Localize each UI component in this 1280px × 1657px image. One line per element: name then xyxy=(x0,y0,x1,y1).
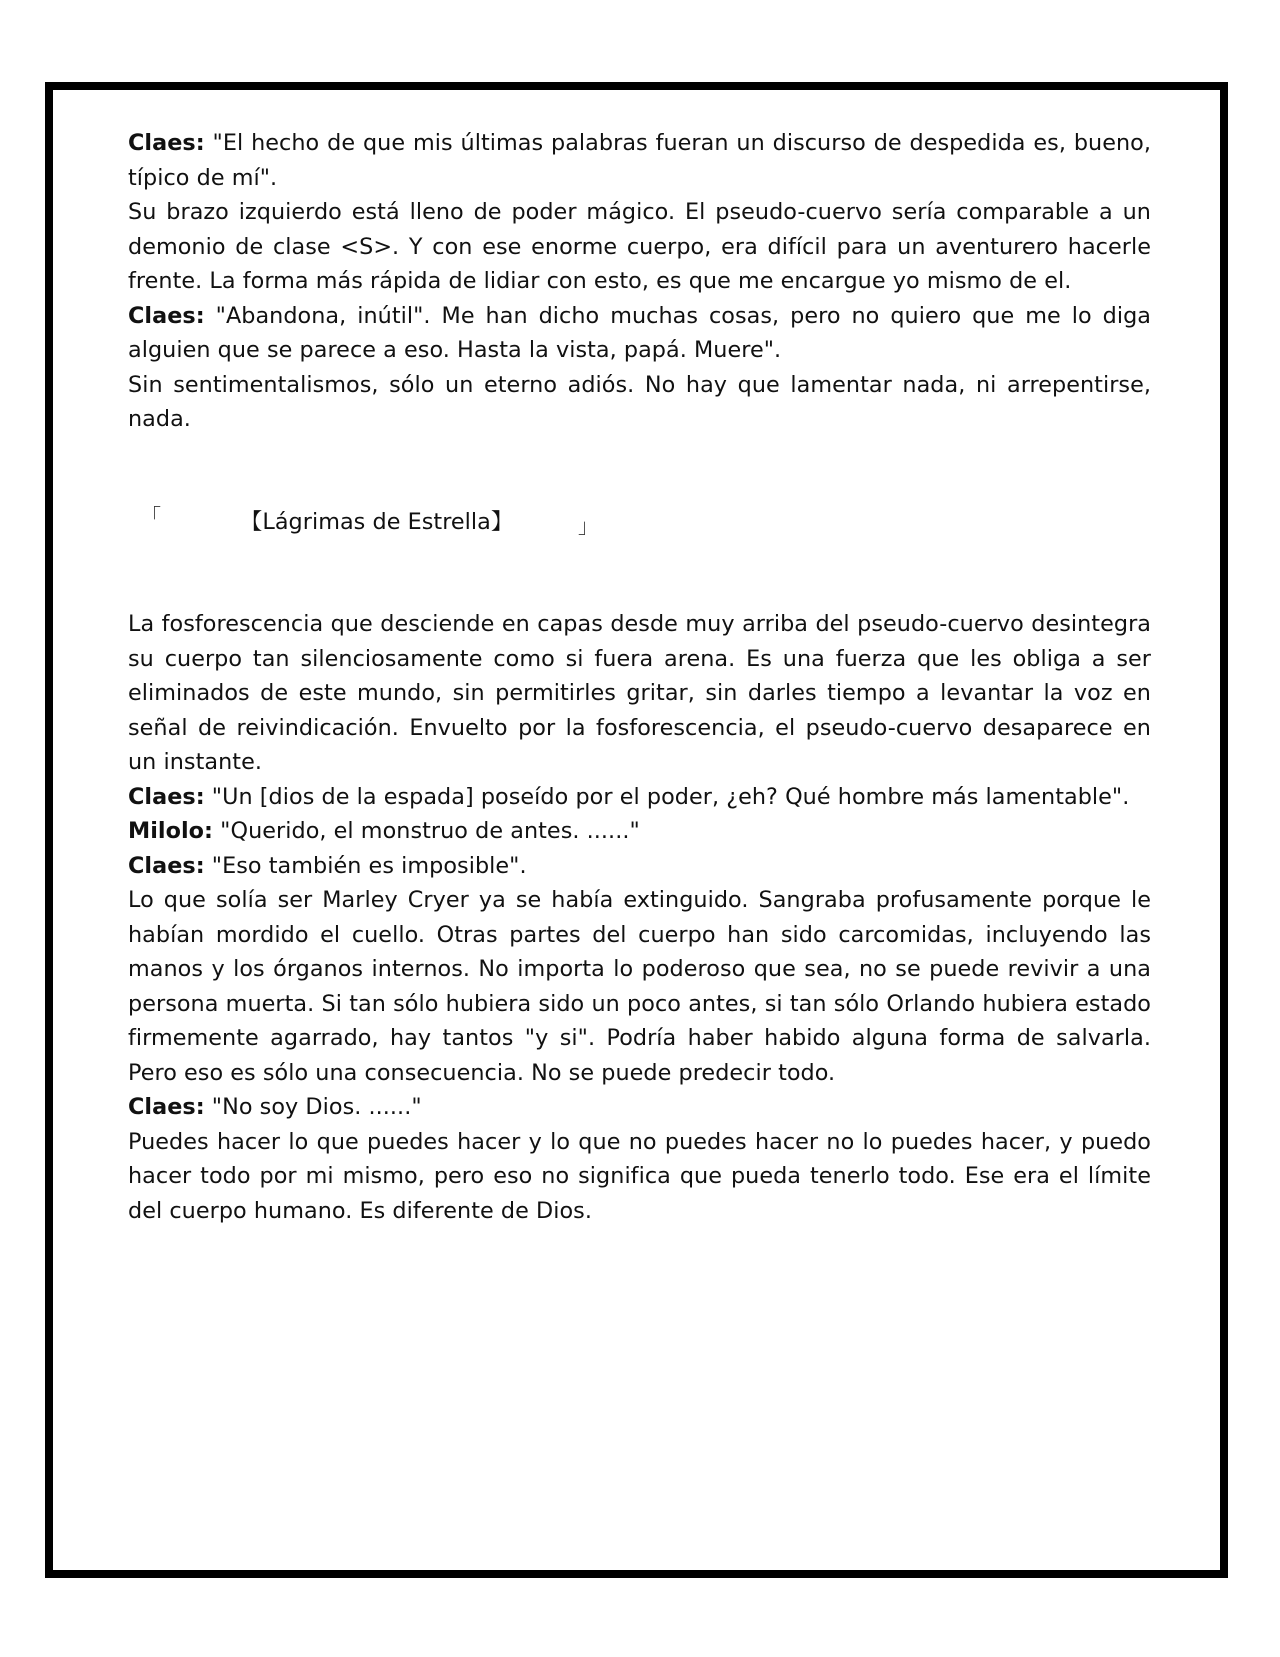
speaker-name: Claes: xyxy=(128,852,205,879)
dialogue-paragraph xyxy=(128,1090,1151,1125)
document-body xyxy=(128,126,1151,1228)
speaker-name: Claes: xyxy=(128,302,205,329)
dialogue-paragraph xyxy=(128,780,1151,815)
narration-paragraph: Sin sentimentalismos, sólo un eterno adiós. No hay que lamentar nada, ni arrepentirse, nada. xyxy=(128,371,1151,432)
narration-paragraph: La fosforescencia que desciende en capas desde muy arriba del pseudo-cuervo desintegra su cuerpo tan silenciosamente como si fuera arena. Es una fuerza que les obliga a ser eliminados de este mundo, sin permitirles gritar, sin darles tiempo a levantar la voz en señal de reivindicación. Envuelto por la fosforescencia, el pseudo-cuervo desaparece en un instante. xyxy=(128,611,1151,775)
spell-incantation xyxy=(128,505,1151,540)
dialogue-paragraph xyxy=(128,849,1151,884)
dialogue-paragraph xyxy=(128,814,1151,849)
dialogue-text: "El hecho de que mis últimas palabras fueran un discurso de despedida es, bueno, típico de mí". xyxy=(128,130,1151,191)
dialogue-text: "No soy Dios. ......" xyxy=(204,1094,422,1120)
dialogue-text: "Un [dios de la espada] poseído por el poder, ¿eh? Qué hombre más lamentable". xyxy=(204,783,1130,810)
dialogue-paragraph xyxy=(128,126,1151,195)
dialogue-text: "Abandona, inútil". Me han dicho muchas cosas, pero no quiero que me lo diga alguien que se parece a eso. Hasta la vista, papá. Muere". xyxy=(128,302,1151,363)
speaker-name: Claes: xyxy=(128,783,205,810)
spell-open-bracket: 「 xyxy=(141,503,162,528)
dialogue-text: "Querido, el monstruo de antes. ......" xyxy=(213,818,640,844)
narration-paragraph: Puedes hacer lo que puedes hacer y lo que no puedes hacer no lo puedes hacer, y puedo hacer todo por mi mismo, pero eso no significa que pueda tenerlo todo. Ese era el límite del cuerpo humano. Es diferente de Dios. xyxy=(128,1128,1151,1224)
speaker-name: Claes: xyxy=(128,130,205,156)
speaker-name: Milolo: xyxy=(128,818,214,844)
spell-close-bracket: 」 xyxy=(578,513,599,538)
speaker-name: Claes: xyxy=(128,1094,205,1120)
dialogue-text: "Eso también es imposible". xyxy=(204,852,527,879)
narration-paragraph: Lo que solía ser Marley Cryer ya se había extinguido. Sangraba profusamente porque le habían mordido el cuello. Otras partes del cuerpo han sido carcomidas, incluyendo las manos y los órganos internos. No importa lo poderoso que sea, no se puede revivir a una persona muerta. Si tan sólo hubiera sido un poco antes, si tan sólo Orlando hubiera estado firmemente agarrado, hay tantos "y si". Podría haber habido alguna forma de salvarla. Pero eso es sólo una consecuencia. No se puede predecir todo. xyxy=(128,887,1151,1086)
narration-paragraph: Su brazo izquierdo está lleno de poder mágico. El pseudo-cuervo sería comparable a un demonio de clase <S>. Y con ese enorme cuerpo, era difícil para un aventurero hacerle frente. La forma más rápida de lidiar con esto, es que me encargue yo mismo de el. xyxy=(128,199,1151,294)
spell-title: 【Lágrimas de Estrella】 xyxy=(240,508,514,535)
dialogue-paragraph xyxy=(128,299,1151,368)
